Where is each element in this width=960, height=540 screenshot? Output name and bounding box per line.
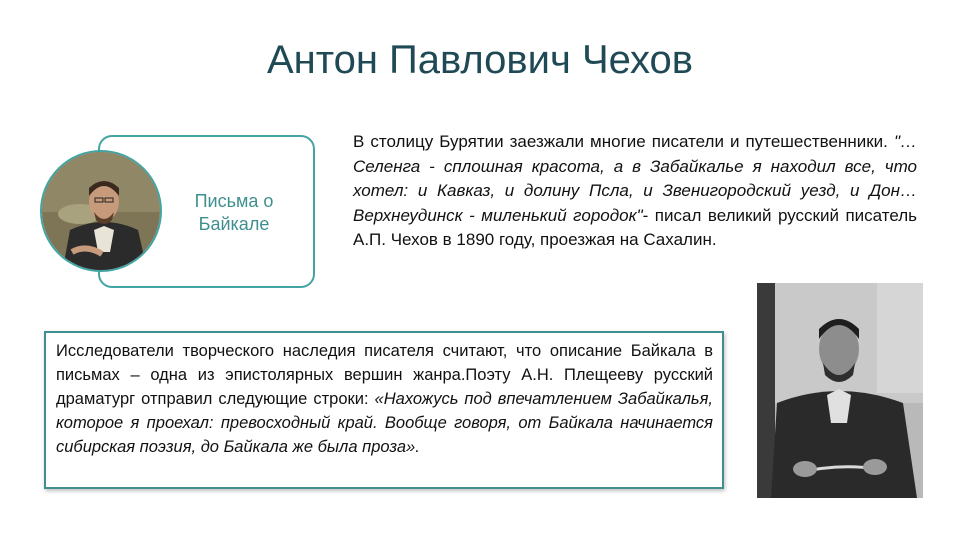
right-paragraph-intro: В столицу Бурятии заезжали многие писатели и путешественники. (353, 132, 894, 151)
slide-title: Антон Павлович Чехов (266, 38, 694, 82)
research-box-quote: «Нахожусь под впечатлением Забайкалья, которое я проехал: превосходный край. Вообще говоря, от Байкала начинается сибирская поэзия, до Байкала же была проза» (56, 390, 713, 456)
right-paragraph-outro: - писал великий русский писатель А.П. Чехов в 1890 году, проезжая на Сахалин. (353, 205, 917, 249)
research-box (44, 331, 724, 489)
chekhov-photo (757, 283, 923, 498)
research-box-intro: Исследователи творческого наследия писателя считают, что описание Байкала в письмах – одна из эпистолярных вершин жанра.Поэту А.Н. Плещееву русский драматург отправил следующие строки: (56, 342, 713, 408)
portrait-painting-image (42, 152, 162, 272)
chekhov-portrait-circle (40, 150, 162, 272)
right-paragraph (353, 130, 917, 253)
chekhov-photo-image (757, 283, 923, 498)
right-paragraph-quote: "…Селенга - сплошная красота, а в Забайкалье я находил все, что хотел: и Кавказ, и долину Псла, и Звенигородский уезд, и Дон… Верхнеудинск - миленький городок" (353, 132, 917, 225)
card-label: Письма о Байкале (194, 191, 274, 234)
research-box-end: . (415, 438, 420, 456)
